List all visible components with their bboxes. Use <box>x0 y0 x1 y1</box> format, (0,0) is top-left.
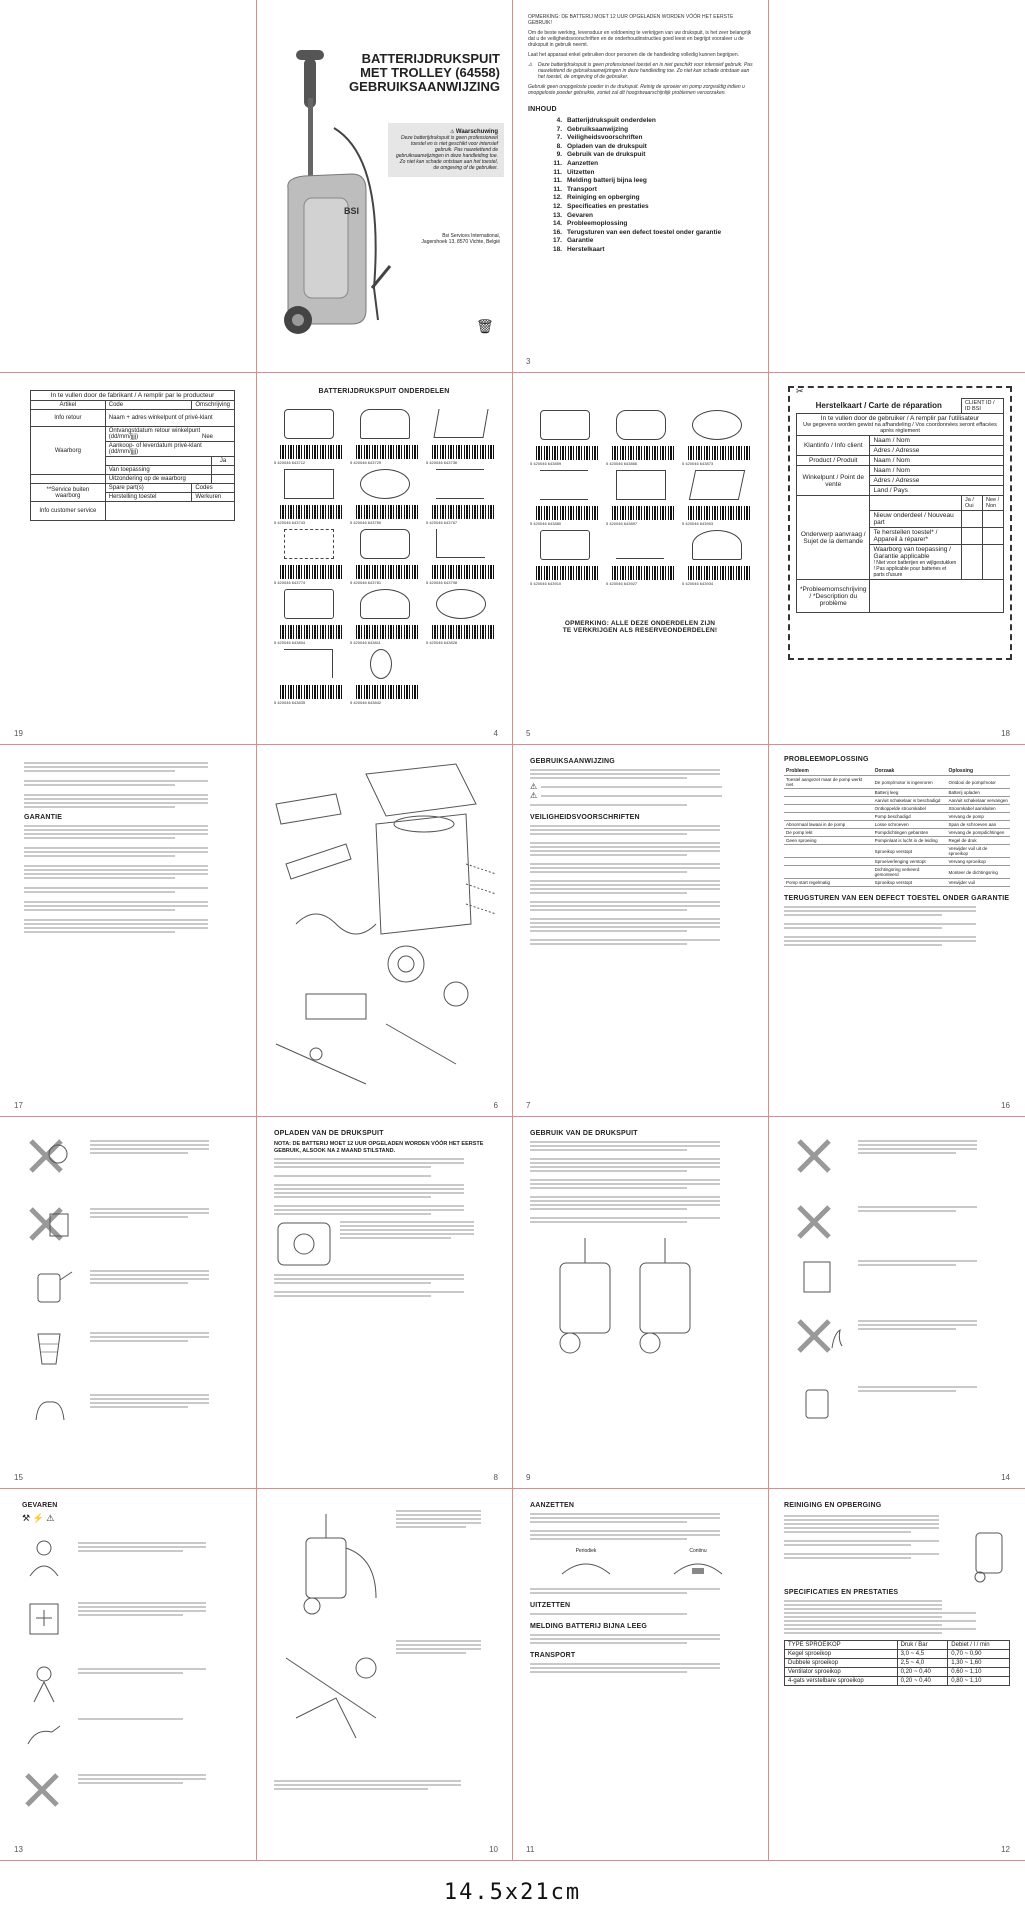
toc-heading: INHOUD <box>528 106 557 113</box>
page-number: 16 <box>1001 1101 1010 1110</box>
column-nee: Nee / Non <box>983 496 1004 511</box>
page-18-repair-card <box>768 372 1024 744</box>
warning-triangle-icon: ⚠ <box>530 782 538 791</box>
intro-paragraph: Laat het apparaat enkel gebruiken door personen die de handleiding volledig kunnen begrijpen. <box>528 52 739 58</box>
row-label: Product / Produit <box>797 456 870 466</box>
section-heading: TRANSPORT <box>530 1652 576 1659</box>
table-row: Sproeikop verstopt Verwijder vuil uit de sproeikop <box>784 845 1010 858</box>
page-number: 9 <box>526 1473 531 1482</box>
canister-icon <box>794 1256 844 1301</box>
form-field[interactable]: Naam / Nom <box>870 436 1004 446</box>
intro-paragraph: Om de beste werking, levensduur en voldoening te verkrijgen van uw drukspuit, is het zeer belangrijk dat u de veiligheidsvoorschriften en de onderhoudinstructies goed leest en begrijpt vooraleer u de drukspuit in gebruik neemt. <box>528 30 752 48</box>
intro-warning: Deze batterijdrukspuit is geen professioneel toestel en is niet geschikt voor intensief gebruik. Pas nauwlettend de gebruiksaanwijzingen in deze handleiding toe. Zo niet kan schade ontstaan aan het toestel, de omgeving of de gebruiker. <box>538 62 753 80</box>
warning-triangle-icon: ⚠ <box>530 791 538 800</box>
section-heading: SPECIFICATIES EN PRESTATIES <box>784 1589 899 1596</box>
part-item[interactable]: 5 420046 643743 <box>274 469 342 519</box>
form-field[interactable]: Adres / Adresse <box>870 446 1004 456</box>
mode-continuous: Continu <box>668 1548 728 1586</box>
toc-item[interactable]: 16. Terugsturen van een defect toestel onder garantie <box>552 228 722 236</box>
part-item[interactable]: 5 420046 643903 <box>682 470 750 520</box>
page-number: 14 <box>1001 1473 1010 1482</box>
protection-gear-icon <box>22 1598 66 1643</box>
row-label: Winkelpunt / Point de vente <box>797 466 870 496</box>
spray-nozzle-illustration <box>276 1638 396 1748</box>
warning-text: Deze batterijdrukspuit is geen professioneel toestel en is niet geschikt voor intensief gebruik. Pas nauwlettend de gebruiksaanwijzingen in deze handleiding toe. Zo niet kan schade ontstaan aan het toestel, de omgeving of de gebruiker. <box>395 135 498 171</box>
crop-line <box>0 1860 1025 1861</box>
part-item[interactable]: 5 420046 643828 <box>426 589 494 639</box>
prohibited-icon <box>26 1136 76 1176</box>
form-field[interactable]: Naam / Nom <box>870 466 1004 476</box>
blank-page <box>768 0 1024 372</box>
toc-item[interactable]: 8. Opladen van de drukspuit <box>556 142 647 150</box>
mode-periodic: Periodiek <box>556 1548 616 1586</box>
column-header: Druk / Bar <box>897 1641 948 1650</box>
part-item[interactable]: 5 420046 643750 <box>350 469 418 519</box>
part-item[interactable]: 5 420046 643859 <box>530 410 598 460</box>
row-label: **Service buiten waarborg <box>31 484 106 502</box>
section-heading: GEBRUIKSAANWIJZING <box>530 758 615 765</box>
part-item[interactable]: 5 420046 643910 <box>530 530 598 580</box>
form-field[interactable]: Naam / Nom <box>870 456 1004 466</box>
toc-item[interactable]: 11. Transport <box>553 185 597 193</box>
svg-text:BSI: BSI <box>344 206 360 216</box>
sheet-dimensions-caption: 14.5x21cm <box>443 1880 582 1905</box>
blank-page <box>0 0 256 372</box>
nozzle-spec-table <box>784 1640 1010 1686</box>
page-9-usage <box>512 1116 768 1488</box>
page-8-charging <box>256 1116 512 1488</box>
repair-card-title: Herstelkaart / Carte de réparation <box>815 401 942 411</box>
page-14-hazards <box>768 1116 1024 1488</box>
row-label: *Probleemomschrijving / *Description du problème <box>797 580 870 613</box>
table-row: De pomp lekt Pompdichtingen gebarsten Vervang de pompdichtingen <box>784 829 1010 837</box>
warranty-heading: GARANTIE <box>24 814 63 821</box>
part-item[interactable]: 5 420046 643712 <box>274 409 342 459</box>
toc-item[interactable]: 7. Veiligheidsvoorschriften <box>556 134 643 142</box>
page-19-service-form <box>0 372 256 744</box>
form-field[interactable]: Naam + adres winkelpunt of privé-klant <box>105 410 234 427</box>
page-number: 5 <box>526 729 531 738</box>
prohibited-icon <box>794 1202 844 1247</box>
table-row: Batterij leeg Batterij opladen <box>784 789 1010 797</box>
page-12-cleaning-specs <box>768 1488 1024 1860</box>
toc-item[interactable]: 12. Specificaties en prestaties <box>552 202 649 210</box>
title-line: BATTERIJDRUKSPUIT <box>361 51 500 66</box>
warning-box <box>388 123 504 177</box>
page-16-troubleshooting <box>768 744 1024 1116</box>
row-label: Waarborg <box>31 427 106 475</box>
column-ja: Ja <box>212 457 235 466</box>
sprayer-usage-illustration <box>530 1233 720 1363</box>
part-item[interactable]: 5 420046 643835 <box>274 649 342 699</box>
form-field[interactable]: Adres / Adresse <box>870 476 1004 486</box>
hazard-symbols: ⚒ ⚡ ⚠ <box>22 1513 55 1523</box>
table-row: Pomp start regelmatig Sproeikop verstopt Verwijder vuil <box>784 879 1010 887</box>
part-item[interactable]: 5 420046 643866 <box>606 410 674 460</box>
page-number: 12 <box>1001 1845 1010 1854</box>
form-field[interactable]: Code <box>105 401 192 410</box>
row-label: Info customer service <box>31 502 106 521</box>
prohibited-icon <box>22 1770 66 1815</box>
page-11-operation <box>512 1488 768 1860</box>
sprayer-icon <box>26 1266 76 1306</box>
measuring-cup-icon <box>26 1328 76 1368</box>
form-field[interactable]: Nieuw onderdeel / Nouveau part <box>870 511 962 528</box>
section-heading: MELDING BATTERIJ BIJNA LEEG <box>530 1623 648 1630</box>
warning-triangle-icon: ⚠ <box>528 62 533 68</box>
section-heading: GEVAREN <box>22 1502 58 1509</box>
part-item[interactable]: 5 420046 643781 <box>350 529 418 579</box>
column-header: Debiet / l / min <box>948 1641 1010 1650</box>
column-nee: Nee <box>202 434 214 440</box>
form-field[interactable]: Codes <box>192 484 235 493</box>
weee-bin-icon: 🗑 <box>476 318 494 334</box>
hands-icon <box>26 1390 76 1430</box>
part-item[interactable]: 5 420046 643736 <box>426 409 494 459</box>
form-field[interactable]: Te herstellen toestel* / Appareil à réparer* <box>870 528 962 545</box>
table-of-contents <box>548 117 754 255</box>
company-block <box>421 233 500 245</box>
part-item[interactable]: 5 420046 643880 <box>530 470 598 520</box>
page-number: 15 <box>14 1473 23 1482</box>
column-header: Oorzaak <box>873 767 947 776</box>
prohibited-icon <box>794 1136 844 1181</box>
client-id-field[interactable]: CLIENT ID / ID BSI <box>962 399 1004 414</box>
part-item[interactable]: 5 420046 643798 <box>426 529 494 579</box>
part-item[interactable]: 5 420046 643729 <box>350 409 418 459</box>
cut-out-card <box>788 386 1012 660</box>
page-number: 6 <box>493 1101 498 1110</box>
repair-card-subnote: Uw gegevens worden gewist na afhandeling / Vos coordonnées seront effacées après règlement <box>803 422 997 434</box>
fire-prohibited-icon <box>794 1316 844 1361</box>
column-header: TYPE SPROEIKOP <box>785 1641 898 1650</box>
animal-icon <box>22 1714 66 1759</box>
row-label: Klantinfo / Info client <box>797 436 870 456</box>
toc-item[interactable]: 11. Uitzetten <box>553 168 595 176</box>
table-row: Sproeiverlenging verstopt Vervang sproeikop <box>784 858 1010 866</box>
title-line: GEBRUIKSAANWIJZING <box>349 79 500 94</box>
trigger-diagram <box>556 1554 616 1584</box>
toc-item[interactable]: 13. Gevaren <box>552 211 594 219</box>
page-4-parts <box>256 372 512 744</box>
scissors-icon: ✂ <box>796 386 804 396</box>
person-icon <box>22 1538 66 1583</box>
intro-paragraph: Gebruik geen onopgeloste poeder in de drukspuit. Reinig de sproeier en pomp zorgvuldig indien u onopgeloste poeder gebruikte, zoniet zal dit hoogstwaarschijnlijk problemen veroorzaken. <box>528 84 745 96</box>
repair-card-subheader: In te vullen door de gebruiker / A remplir par l'utilisateur <box>820 415 980 422</box>
charging-note: NOTA: DE BATTERIJ MOET 12 UUR OPGELADEN WORDEN VÓÓR HET EERSTE GEBRUIK, ALSOOK NA 2 MAAND STILSTAND. <box>274 1141 484 1154</box>
form-field[interactable]: Land / Pays <box>870 486 1004 496</box>
part-item[interactable]: 5 420046 643934 <box>682 530 750 580</box>
form-field[interactable]: Omschrijving <box>192 401 235 410</box>
page-number: 18 <box>1001 729 1010 738</box>
section-heading: TERUGSTUREN VAN EEN DEFECT TOESTEL ONDER GARANTIE <box>784 895 1010 902</box>
form-field[interactable]: Ontvangstdatum retour winkelpunt (dd/mm/jjjj) <box>105 427 234 442</box>
table-row: Abnormaal lawaai in de pomp Losse schroeven Span de schroeven aan <box>784 821 1010 829</box>
form-header: In te vullen door de fabrikant / A remplir par le producteur <box>31 391 235 401</box>
table-row: Ontkoppelde stroomkabel Stroomkabel aansluiten <box>784 805 1010 813</box>
part-item[interactable]: 5 420046 643897 <box>606 470 674 520</box>
toc-item[interactable]: 14. Probleemoplossing <box>552 220 628 228</box>
table-row: Toestel aangezet maar de pomp werkt niet De pomp/motor is ingevroren Ontdooi de pomp/motor <box>784 776 1010 789</box>
page-number: 7 <box>526 1101 531 1110</box>
column-header: Oplossing <box>947 767 1010 776</box>
table-row: 4-gats verstelbare sproeikop 0,20 ~ 0,40 0,80 ~ 1,10 <box>785 1677 1010 1686</box>
troubleshooting-table <box>784 767 1010 887</box>
page-10-usage <box>256 1488 512 1860</box>
table-row: Geen sproeiing Pompinlaat is lucht in de leiding Regel de druk <box>784 837 1010 845</box>
form-field[interactable]: Waarborg van toepassing / Garantie applicable <box>873 546 951 560</box>
cover-page <box>256 0 512 372</box>
form-field[interactable]: Uitzondering op de waarborg <box>105 475 211 484</box>
table-row: Aan/uit schakelaar is beschadigd Aan/uit schakelaar vervangen <box>784 797 1010 805</box>
form-field[interactable]: Van toepassing <box>105 466 211 475</box>
page-number: 3 <box>526 357 531 366</box>
part-item[interactable]: 5 420046 643927 <box>606 530 674 580</box>
page-number: 4 <box>493 729 498 738</box>
page-number: 13 <box>14 1845 23 1854</box>
page-number: 17 <box>14 1101 23 1110</box>
warning-triangle-icon: ⚠ <box>450 129 455 135</box>
form-field[interactable]: Herstelling toestel <box>105 493 192 502</box>
charger-illustration <box>274 1219 334 1269</box>
section-heading: AANZETTEN <box>530 1502 575 1509</box>
trigger-diagram <box>668 1554 728 1584</box>
title-line: MET TROLLEY (64558) <box>360 65 500 80</box>
part-item[interactable]: 5 420046 643767 <box>426 469 494 519</box>
page-7-instructions <box>512 744 768 1116</box>
form-field[interactable]: Spare part(s) <box>105 484 192 493</box>
section-heading: OPLADEN VAN DE DRUKSPUIT <box>274 1130 384 1137</box>
toc-item[interactable]: 9. Gebruik van de drukspuit <box>556 151 646 159</box>
company-address: Jagershoek 13, 8570 Vichte, Belgiё <box>421 239 500 245</box>
row-label: Artikel <box>31 401 106 410</box>
page-15-hazards <box>0 1116 256 1488</box>
parts-note: OPMERKING: ALLE DEZE ONDERDELEN ZIJN TE VERKRIJGEN ALS RESERVEONDERDELEN! <box>562 620 718 634</box>
section-heading: UITZETTEN <box>530 1602 571 1609</box>
page-number: 10 <box>489 1845 498 1854</box>
part-item[interactable]: 5 420046 643811 <box>350 589 418 639</box>
page-3 <box>512 0 768 372</box>
table-row: Pomp beschadigd Vervang de pomp <box>784 813 1010 821</box>
form-field[interactable]: Aankoop- of leverdatum privé-klant (dd/mm/jjjj) <box>105 442 234 457</box>
toc-item[interactable]: 18. Herstelkaart <box>552 245 605 253</box>
page-5-parts <box>512 372 768 744</box>
prohibited-icon <box>26 1204 76 1244</box>
intro-note: OPMERKING: DE BATTERIJ MOET 12 UUR OPGELADEN WORDEN VÓÓR HET EERSTE GEBRUIK! <box>528 14 734 26</box>
toc-item[interactable]: 12. Reiniging en opberging <box>552 194 640 202</box>
producer-form-table <box>30 390 235 521</box>
table-row: Dubbele sproeikop 2,5 ~ 4,0 1,30 ~ 1,60 <box>785 1659 1010 1668</box>
toc-item[interactable]: 4. Batterijdrukspuit onderdelen <box>556 117 656 124</box>
page-number: 19 <box>14 729 23 738</box>
part-item[interactable]: 5 420046 643873 <box>682 410 750 460</box>
operator-icon <box>22 1664 66 1709</box>
table-row: Kegel sproeikop 3,0 ~ 4,5 0,70 ~ 0,90 <box>785 1650 1010 1659</box>
row-label: Info retour <box>31 410 106 427</box>
table-row: Dichtingsring verkeerd gemonteerd Monteer de dichtingsring <box>784 866 1010 879</box>
exploded-view-diagram <box>256 744 512 1116</box>
part-item[interactable]: 5 420046 643804 <box>274 589 342 639</box>
warranty-note: ! Niet voor batterijen en wijlgestukken ! Pas applicable pour batteries et parts d'usure <box>873 560 957 578</box>
sprayer-icon <box>794 1382 844 1427</box>
form-field[interactable]: Werkuren <box>192 493 235 502</box>
page-number: 11 <box>526 1845 535 1854</box>
parts-grid <box>256 409 512 705</box>
page-number: 8 <box>493 1473 498 1482</box>
page-13-dangers <box>0 1488 256 1860</box>
part-item[interactable]: 5 420046 643774 <box>274 529 342 579</box>
section-heading: PROBLEEMOPLOSSING <box>784 756 869 763</box>
warning-title: Waarschuwing <box>455 129 498 135</box>
part-item[interactable]: 5 420046 643842 <box>350 649 418 699</box>
cover-title <box>349 52 500 94</box>
table-row: Ventilator sproeikop 0,20 ~ 0,40 0,60 ~ 1,10 <box>785 1668 1010 1677</box>
sprayer-assembly-illustration <box>276 1508 396 1618</box>
toc-item[interactable]: 11. Melding batterij bijna leeg <box>553 177 647 185</box>
column-ja: Ja / Oui <box>962 496 983 511</box>
page-6-exploded-view <box>256 744 512 1116</box>
column-header: Probleem <box>784 767 873 776</box>
page-17-warranty <box>0 744 256 1116</box>
section-heading: REINIGING EN OPBERGING <box>784 1502 882 1509</box>
section-heading: GEBRUIK VAN DE DRUKSPUIT <box>530 1130 638 1137</box>
section-heading: VEILIGHEIDSVOORSCHRIFTEN <box>530 814 640 821</box>
cleaning-illustration <box>970 1513 1010 1583</box>
toc-item[interactable]: 7. Gebruiksaanwijzing <box>556 125 629 133</box>
toc-item[interactable]: 11. Aanzetten <box>553 159 599 167</box>
parts-title: BATTERIJDRUKSPUIT ONDERDELEN <box>318 388 450 395</box>
repair-card-table <box>796 398 1004 613</box>
row-label: Onderwerp aanvraag / Sujet de la demande <box>797 496 870 580</box>
toc-item[interactable]: 17. Garantie <box>552 237 594 245</box>
parts-grid <box>512 410 768 586</box>
company-name: Bsi Services International, <box>442 233 500 239</box>
